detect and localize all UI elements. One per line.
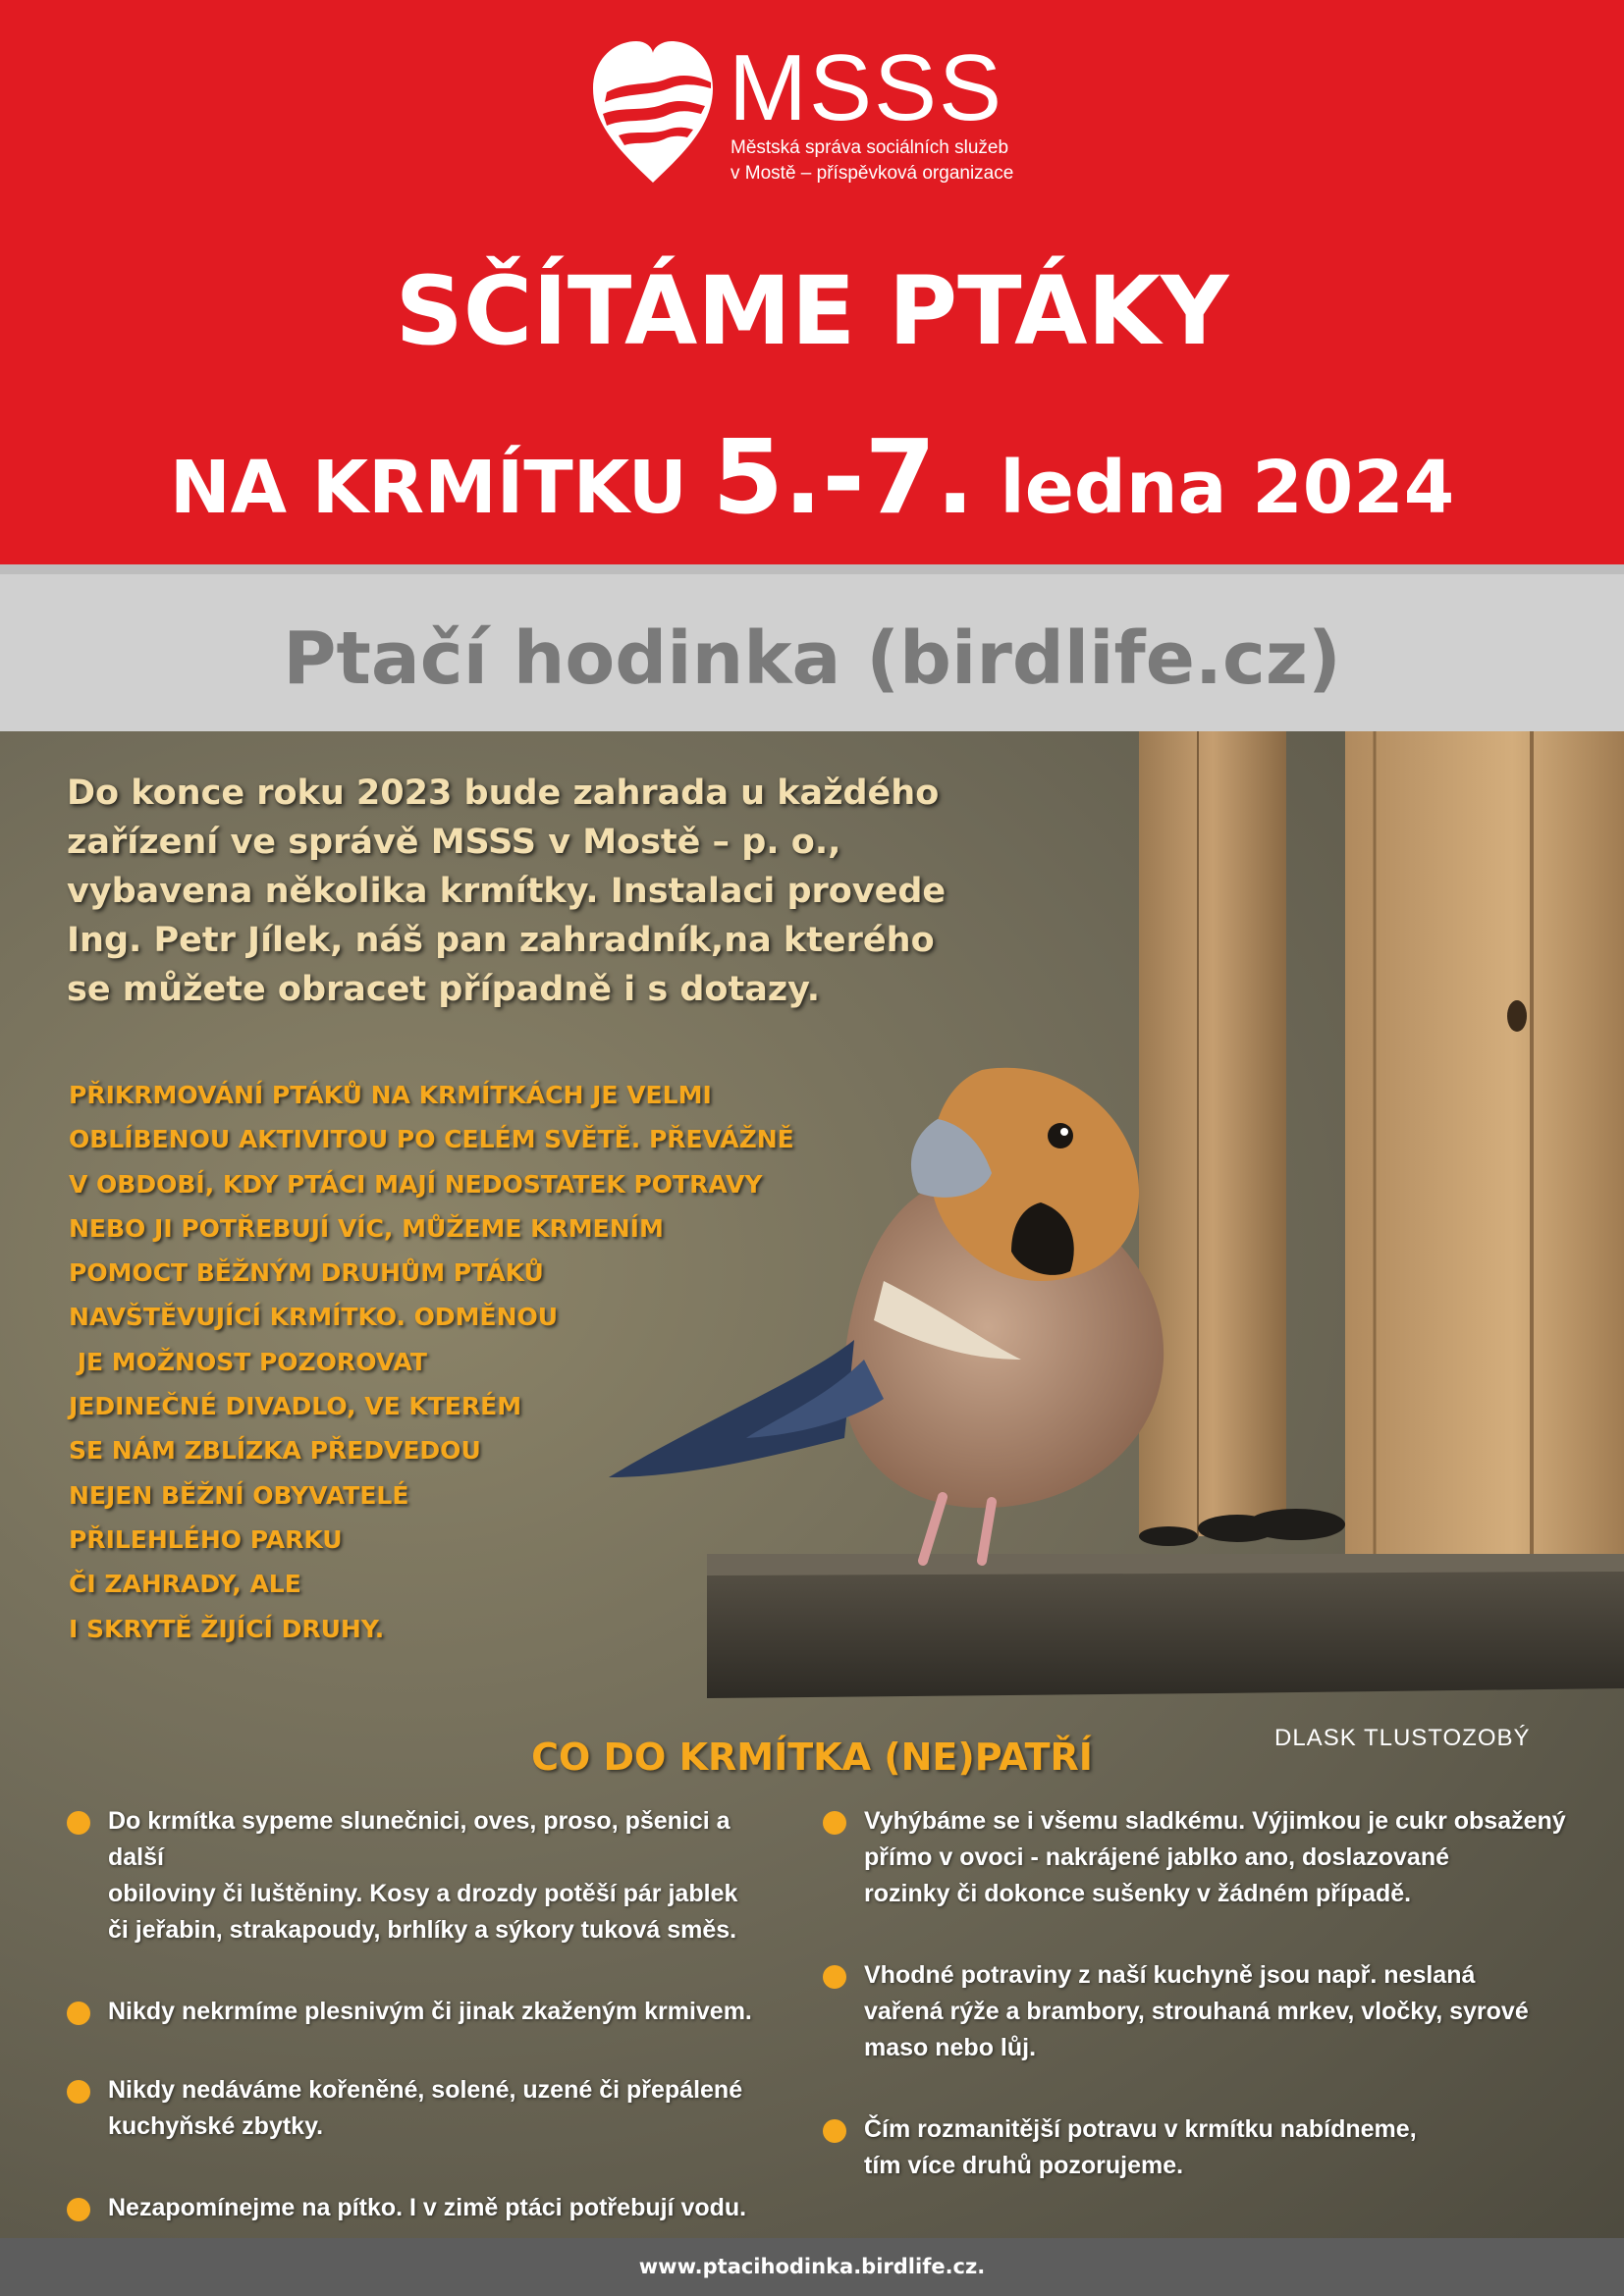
list-item [67,1803,784,1949]
band-text: Ptačí hodinka (birdlife.cz) [283,616,1341,701]
list-item-line: Vhodné potraviny z naší kuchyně jsou např. neslaná [864,1961,1476,1989]
logo-subtitle-line-1: Městská správa sociálních služeb [731,137,1009,158]
logo-subtitle-line-2: v Mostě – příspěvková organizace [731,163,1014,184]
section-title: CO DO KRMÍTKA (NE)PATŘÍ [531,1735,1093,1779]
list-item [823,1803,1569,1912]
description-line: JEDINEČNÉ DIVADLO, VE KTERÉM [69,1392,522,1421]
feeder-post-back [1139,731,1286,1536]
orange-dot-icon [67,2198,90,2221]
intro-line: zařízení ve správě MSSS v Mostě – p. o., [67,823,841,862]
footer-url[interactable]: www.ptacihodinka.birdlife.cz. [638,2255,986,2278]
list-item-line: Nikdy nekrmíme plesnivým či jinak zkaženým krmivem. [108,1998,752,2025]
description-line: JE MOŽNOST POZOROVAT [69,1347,427,1376]
description-line: PŘIKRMOVÁNÍ PTÁKŮ NA KRMÍTKÁCH JE VELMI [69,1081,712,1109]
subtitle-prefix: NA KRMÍTKU [169,446,713,530]
list-item-line: tím více druhů pozorujeme. [864,2152,1184,2179]
description-line: NEBO JI POTŘEBUJÍ VÍC, MŮŽEME KRMENÍM [69,1213,664,1243]
list-item [67,2190,784,2226]
orange-dot-icon [823,1965,846,1989]
intro-line: vybavena několika krmítky. Instalaci provede [67,872,947,911]
list-item [823,1957,1569,2066]
subtitle-suffix: ledna 2024 [974,446,1455,530]
description-line: ČI ZAHRADY, ALE [69,1570,301,1599]
list-item-line: vařená rýže a brambory, strouhaná mrkev, vločky, syrové [864,1998,1529,2025]
bird-photo [0,731,1624,2263]
description-line: NAVŠTĚVUJÍCÍ KRMÍTKO. ODMĚNOU [69,1303,559,1332]
feeder-post-front [1345,731,1624,1556]
description-line: SE NÁM ZBLÍZKA PŘEDVEDOU [69,1436,481,1466]
list-item [823,2111,1569,2184]
list-item-line: kuchyňské zbytky. [108,2112,324,2140]
list-item-line: Čím rozmanitější potravu v krmítku nabídneme, [864,2115,1417,2143]
gray-band [0,564,1624,731]
logo-name: MSSS [729,35,1004,140]
orange-dot-icon [67,2002,90,2025]
description-line: I SKRYTĚ ŽIJÍCÍ DRUHY. [69,1614,385,1643]
logo-subtitle [731,135,1045,187]
list-item-line: přímo v ovoci - nakrájené jablko ano, doslazované [864,1843,1450,1871]
orange-dot-icon [67,1811,90,1835]
msss-logo [589,37,1041,194]
description-line: PŘILEHLÉHO PARKU [69,1524,343,1554]
orange-dot-icon [823,2119,846,2143]
list-item [67,1994,784,2030]
list-item-line: či jeřabin, strakapoudy, brhlíky a sýkory tuková směs. [108,1916,737,1944]
heart-landscape-icon [589,37,717,185]
list-item-line: maso nebo lůj. [864,2034,1037,2061]
orange-dot-icon [67,2080,90,2104]
bird-species-label: DLASK TLUSTOZOBÝ [1274,1725,1531,1751]
orange-dot-icon [823,1811,846,1835]
description-line: OBLÍBENOU AKTIVITOU PO CELÉM SVĚTĚ. PŘEVÁŽNĚ [69,1125,794,1154]
list-item-line: Vyhýbáme se i všemu sladkému. Výjimkou je cukr obsažený [864,1807,1566,1835]
intro-line: Do konce roku 2023 bude zahrada u každého [67,774,940,813]
intro-line: se můžete obracet případně i s dotazy. [67,970,821,1009]
list-item-line: Nezapomínejme na pítko. I v zimě ptáci potřebují vodu. [108,2194,747,2221]
main-subtitle [0,417,1624,537]
red-header [0,0,1624,564]
main-title: SČÍTÁME PTÁKY [395,256,1229,366]
list-item [67,2072,784,2145]
bullet-list-left [67,1803,784,2226]
bullet-list-right [823,1803,1569,2184]
list-item-line: Nikdy nedáváme kořeněné, solené, uzené či přepálené [108,2076,743,2104]
list-item-line: obiloviny či luštěniny. Kosy a drozdy potěší pár jablek [108,1880,738,1907]
description-line: POMOCT BĚŽNÝM DRUHŮM PTÁKŮ [69,1258,544,1288]
footer-bar [0,2238,1624,2296]
feeding-description [69,1073,933,1651]
list-item-line: rozinky či dokonce sušenky v žádném případě. [864,1880,1412,1907]
description-line: V OBDOBÍ, KDY PTÁCI MAJÍ NEDOSTATEK POTRAVY [69,1169,763,1199]
intro-text [67,769,1127,1014]
list-item-line: Do krmítka sypeme slunečnici, oves, proso, pšenici a další [108,1807,731,1871]
intro-line: Ing. Petr Jílek, náš pan zahradník,na kterého [67,921,935,960]
subtitle-dates: 5.-7. [712,417,975,537]
description-line: NEJEN BĚŽNÍ OBYVATELÉ [69,1480,409,1510]
